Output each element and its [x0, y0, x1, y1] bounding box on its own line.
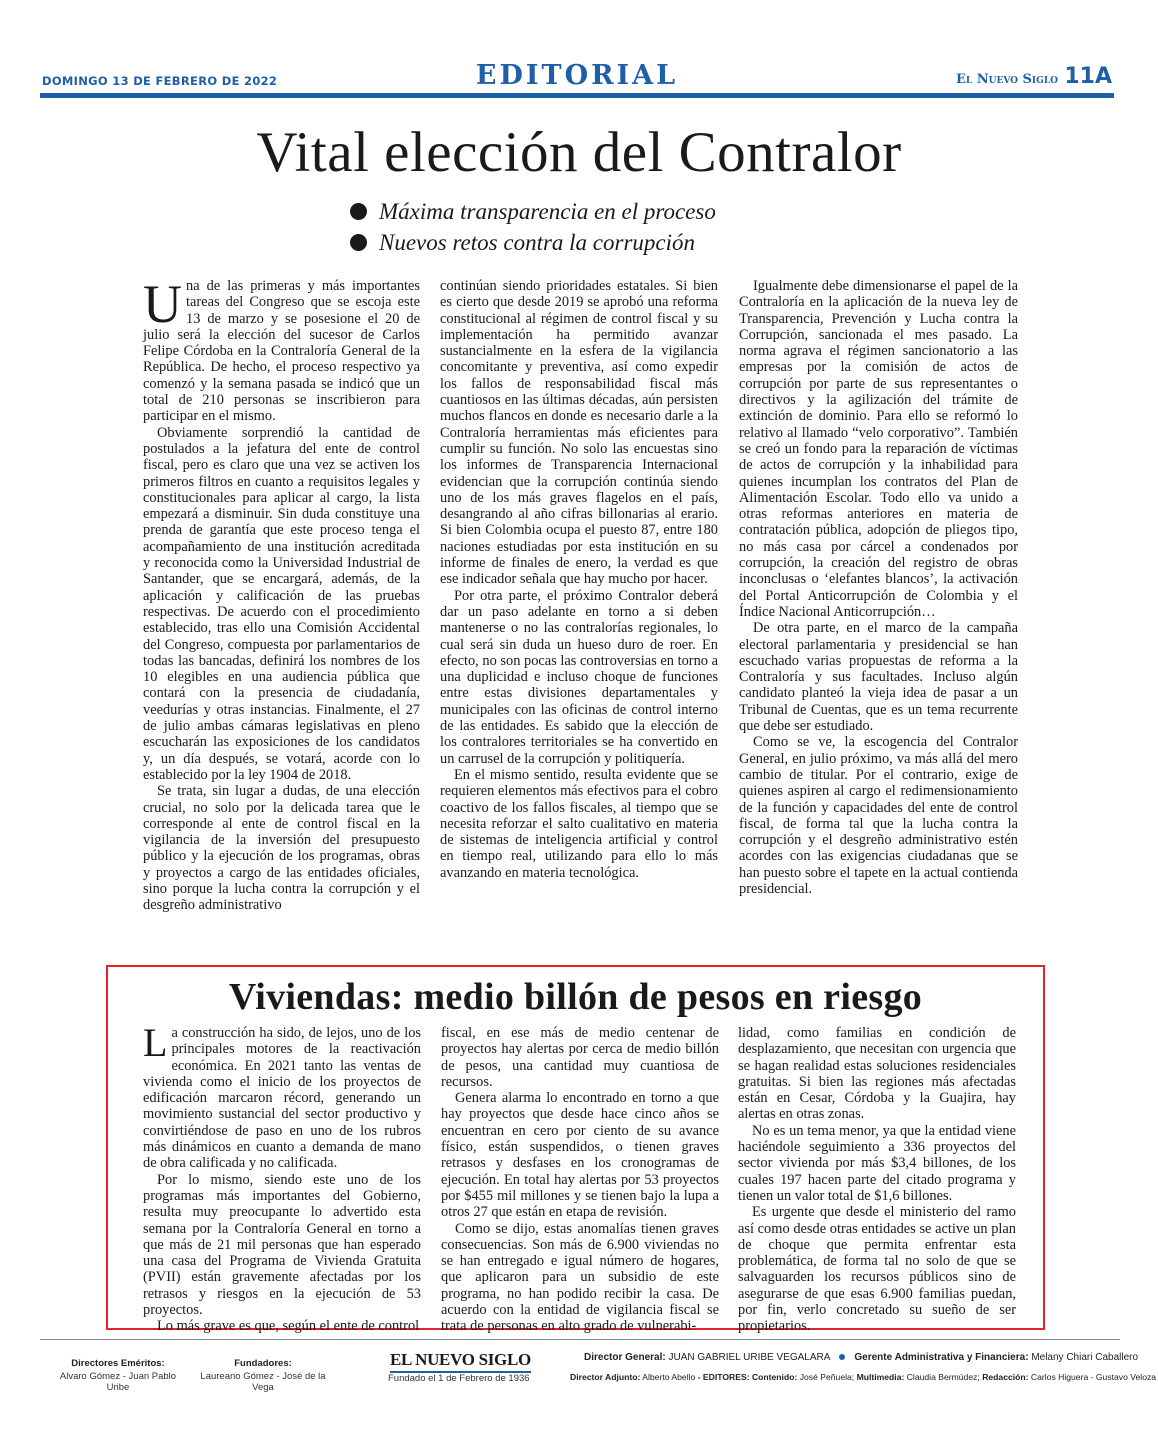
credits-line-2 [570, 1372, 1156, 1382]
paragraph: lidad, como familias en condición de desplazamiento, que necesitan con urgencia que se hagan realidad estas soluciones residenciales gratuitas. Si bien las regiones más afectadas están en Cesar, Córdoba y la Guajira, hay alertas en otras zonas. [738, 1025, 1016, 1123]
boxed-article-title: Viviendas: medio billón de pesos en riesgo [228, 976, 923, 1018]
newspaper-name: El Nuevo Siglo [956, 72, 1058, 87]
paragraph: Igualmente debe dimensionarse el papel de la Contraloría en la aplicación de la nueva ley de Transparencia, Prevención y Lucha contra la Corrupción, sancionada el mes pasado. La norma agrava el régimen sancionatorio a las empresas por la comisión de actos de corrupción por parte de sus representantes o directivos y la agilización del trámite de extinción de dominio. Para ello se reformó lo relativo al llamado “velo corporativo”. También se creó un fondo para la reparación de víctimas de actos de corrupción y la inhabilidad para quienes incumplan los contratos del Plan de Alimentación Escolar. Todo ello va unido a otras reformas anteriores en materia de contratación pública, adopción de pliegos tipo, no más casa por cárcel a condenados por corrupción, la creación del registro de obras inconclusas o ‘elefantes blancos’, la activación del Portal Anticorrupción de Colombia y el Índice Nacional Anticorrupción… [739, 278, 1018, 620]
bullet-icon [350, 203, 367, 220]
separator-dot-icon [839, 1354, 845, 1360]
paragraph: Como se ve, la escogencia del Contralor General, en julio próximo, va más allá del mero cambio de titular. Por el contrario, exige de quienes aspiren al cargo el redimensionamiento de la función y capacidades del ente de control fiscal, de forma tal que la lucha contra la corrupción y el desgreño administrativo estén acordes con las exigencias ciudadanas que se han puesto sobre el tapete en la actual contienda presidencial. [739, 734, 1018, 897]
paragraph: De otra parte, en el marco de la campaña electoral parlamentaria y presidencial se han escuchado varias propuestas de reforma a la Contraloría y sus facultades. Incluso algún candidato planteó la vieja idea de pasar a un Tribunal de Cuentas, que es un tema recurrente que debe ser estudiado. [739, 620, 1018, 735]
paragraph: fiscal, en ese más de medio centenar de proyectos hay alertas por cerca de medio billón de pesos, una cantidad muy cuantiosa de recursos. [441, 1025, 719, 1090]
founded-date: Fundado el 1 de Febrero de 1936 [388, 1373, 530, 1384]
director-adjunto-name: Alberto Abello [642, 1372, 696, 1382]
paragraph-text: na de las primeras y más importantes tareas del Congreso que se escoja este 13 de marzo y se posesione el 20 de julio será la elección del sucesor de Carlos Felipe Córdoba en la Contraloría General de la República. De hecho, el proceso respectivo ya comenzó y la semana pasada se indicó que un total de 210 personas se inscribieron para participar en el mismo. [143, 278, 420, 425]
editorial-kickers [350, 196, 870, 258]
paragraph: Se trata, sin lugar a dudas, de una elección crucial, no solo por la delicada tarea que le corresponde al ente de control fiscal en la vigilancia de la inversión del presupuesto público y la ejecución de los programas, obras y proyectos a cargo de las entidades oficiales, sino porque la lucha contra la corrupción y el desgreño administrativo [143, 783, 420, 914]
fundadores-label: Fundadores: [234, 1358, 292, 1369]
page-number: 11A [1064, 64, 1112, 89]
drop-cap: U [143, 274, 182, 334]
kicker-text: Máxima transparencia en el proceso [379, 199, 716, 224]
gerente-name: Melany Chiari Caballero [1031, 1352, 1139, 1363]
paragraph-text: a construcción ha sido, de lejos, uno de los principales motores de la reactivación económica. En 2021 tanto las ventas de vivienda como el inicio de los proyectos de edificación marcaron récord, generando un movimiento sustancial del sector productivo y convirtiéndose de paso en uno de los rubros más dinámicos en cuanto a demanda de mano de obra calificada y no calificada. [143, 1025, 421, 1172]
paragraph: En el mismo sentido, resulta evidente que se requieren elementos más efectivos para el cobro coactivo de los fallos fiscales, al tiempo que se necesita reforzar el salto cualitativo en materia de sistemas de inteligencia artificial y control en tiempo real, utilizando para ello lo más avanzando en materia tecnológica. [440, 766, 718, 881]
multimedia-name: Claudia Bermúdez; [906, 1372, 980, 1382]
boxed-column-2 [441, 1025, 719, 1335]
multimedia-label: Multimedia: [856, 1372, 905, 1382]
issue-date: DOMINGO 13 DE FEBRERO DE 2022 [42, 74, 278, 88]
kicker-item [350, 227, 870, 258]
kicker-item [350, 196, 870, 227]
paragraph [143, 1020, 421, 1172]
bullet-icon [350, 234, 367, 251]
paragraph: Por lo mismo, siendo este uno de los programas más importantes del Gobierno, resulta muy preocupante lo advertido esta semana por la Contraloría General en torno a que más de 21 mil personas que han esperado una casa del Programa de Vivienda Gratuita (PVII) están gravemente afectadas por los retrasos y riesgos en la ejecución de 53 proyectos. [143, 1171, 421, 1319]
director-general-label: Director General: [584, 1352, 666, 1363]
boxed-column-3 [738, 1025, 1016, 1335]
paragraph: No es un tema menor, ya que la entidad viene haciéndole seguimiento a 336 proyectos del sector vivienda por más $3,4 billones, de los cuales 197 hacen parte del citado programa y tienen un valor total de $1,6 billones. [738, 1122, 1016, 1204]
editorial-column-1 [143, 274, 420, 950]
paragraph: Por otra parte, el próximo Contralor deberá dar un paso adelante en torno a si deben mantenerse o no las contralorías regionales, lo cual será sin duda un hueso duro de roer. En efecto, no son pocas las controversias en torno a una duplicidad e incluso choque de funciones entre estas divisiones departamentales y municipales con las oficinas de control interno de las entidades. Es sabido que la elección de los contralores territoriales se ha convertido en un carrusel de la corrupción y politiquería. [440, 587, 718, 767]
directores-label: Directores Eméritos: [71, 1358, 165, 1369]
director-adjunto-label: Director Adjunto: [570, 1372, 641, 1382]
redaccion-names: Carlos Higuera - Gustavo Veloza [1030, 1372, 1157, 1382]
gerente-label: Gerente Administrativa y Financiera: [854, 1352, 1029, 1363]
editorial-column-3 [739, 278, 1018, 950]
directores-names: Alvaro Gómez - Juan Pablo Uribe [59, 1371, 177, 1393]
credits-line-1 [584, 1352, 1138, 1363]
paragraph: Es urgente que desde el ministerio del ramo así como desde otras entidades se active un plan de choque que permita enfrentar esta problemática, de forma tal no solo de que se salvaguarden los recursos públicos sino de asegurarse de que esas 6.900 familias puedan, por fin, verlo concretado su sueño de ser propietarios. [738, 1204, 1016, 1335]
paragraph: continúan siendo prioridades estatales. Si bien es cierto que desde 2019 se aprobó una reforma constitucional al régimen de control fiscal y su implementación ha permitido avanzar sustancialmente en la esfera de la vigilancia concomitante y preventiva, así como expedir los fallos de responsabilidad fiscal más cuantiosos en las últimas décadas, aún persisten muchos flancos en donde es necesario darle a la Contraloría herramientas más eficientes para cumplir su función. No solo las encuestas sino los informes de Transparencia Internacional evidencian que la corrupción continúa siendo uno de los más graves flagelos en el país, desangrando al año cifras billonarias al erario. Si bien Colombia ocupa el puesto 87, entre 180 naciones estudiadas por esta institución en su informe de finales de enero, la verdad es que ese indicador señala que hay mucho por hacer. [440, 278, 718, 588]
editorial-title: Vital elección del Contralor [256, 121, 902, 184]
paragraph: Lo más grave es que, según el ente de control [157, 1318, 420, 1335]
fundadores-names: Laureano Gómez - José de la Vega [200, 1371, 326, 1393]
drop-cap: L [143, 1020, 168, 1065]
page-header [40, 58, 1114, 98]
editorial-column-2 [440, 278, 718, 950]
redaccion-label: Redacción: [982, 1372, 1029, 1382]
editores-contenido: José Peñuela; [799, 1372, 855, 1382]
director-general-name: JUAN GABRIEL URIBE VEGALARA [668, 1352, 831, 1363]
boxed-article [106, 965, 1045, 1335]
kicker-text: Nuevos retos contra la corrupción [379, 230, 696, 255]
paragraph: Como se dijo, estas anomalías tienen graves consecuencias. Son más de 6.900 viviendas no se han entregado e igual número de hogares, que aplicaron para un subsidio de este programa, no han podido recibir la casa. De acuerdo con la entidad de vigilancia fiscal se trata de personas en alto grado de vulnerabi- [441, 1220, 719, 1335]
paragraph: Genera alarma lo encontrado en torno a que hay proyectos que desde hace cinco años se encuentran en cero por ciento de su avance físico, están suspendidos, o tienen graves retrasos y desfases en los cronogramas de ejecución. En total hay alertas por 53 proyectos por $455 mil millones y se tienen bajo la lupa a otros 27 que están en etapa de revisión. [441, 1090, 719, 1221]
paragraph: Obviamente sorprendió la cantidad de postulados a la jefatura del ente de control fiscal, pero es claro que una vez se activen los primeros filtros en cuanto a requisitos legales y constitucionales para aplicar al cargo, la lista empezará a disminuir. Sin duda constituye una prenda de garantía que este proceso tenga el acompañamiento de una institución acreditada y reconocida como la Universidad Industrial de Santander, que se encargará, además, de la aplicación y calificación de las pruebas respectivas. De acuerdo con el procedimiento establecido, tras ello una Comisión Accidental del Congreso, compuesta por parlamentarios de todas las bancadas, definirá los nombres de los 10 elegibles en una audiencia pública que contará con la presencia de ciudadanía, veedurías y otras instancias. Finalmente, el 27 de julio ambas cámaras legislativas en pleno escucharán las exposiciones de los candidatos y, un día después, se votará, acorde con lo establecido por la ley 1904 de 2018. [143, 424, 420, 783]
section-title: EDITORIAL [475, 60, 679, 91]
newspaper-logo: EL NUEVO SIGLO [390, 1350, 531, 1373]
boxed-column-1 [143, 1020, 421, 1335]
editores-label: - EDITORES: Contenido: [697, 1372, 798, 1382]
footer-divider [40, 1339, 1120, 1340]
paragraph [143, 274, 420, 425]
